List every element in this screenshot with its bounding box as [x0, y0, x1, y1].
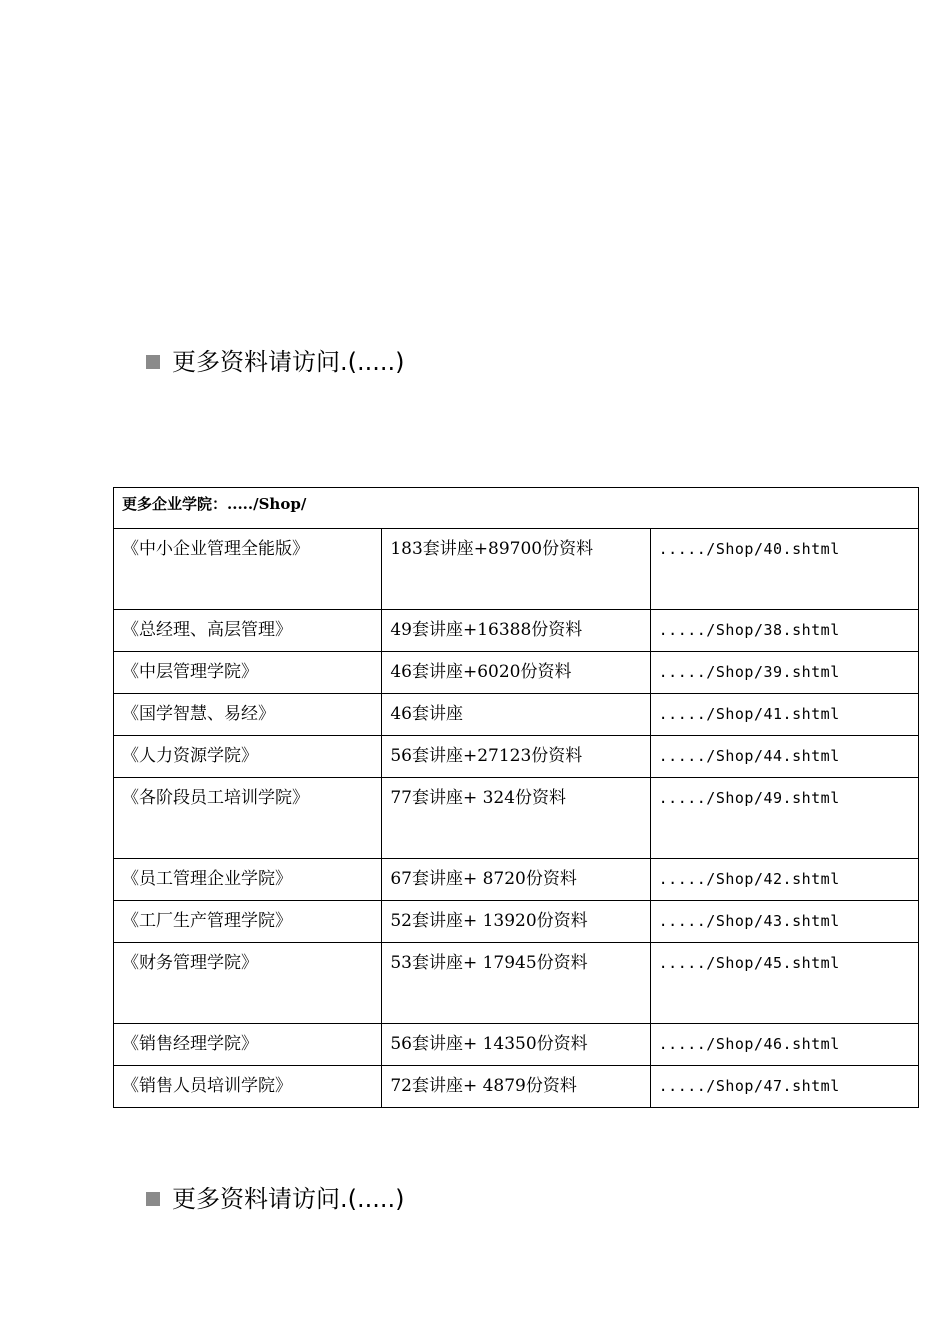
course-url: ...../Shop/43.shtml [650, 901, 918, 943]
course-content: 49套讲座+16388份资料 [382, 610, 650, 652]
visit-notice-top [146, 347, 405, 377]
course-name: 《销售人员培训学院》 [114, 1066, 382, 1108]
table-row [114, 778, 919, 859]
course-name: 《中小企业管理全能版》 [114, 529, 382, 610]
table-row [114, 1024, 919, 1066]
visit-notice-text: 更多资料请访问.(.....) [172, 1185, 405, 1213]
visit-notice-bottom [146, 1184, 405, 1214]
course-content: 53套讲座+ 17945份资料 [382, 943, 650, 1024]
square-bullet-icon [146, 355, 160, 369]
course-name: 《销售经理学院》 [114, 1024, 382, 1066]
course-url: ...../Shop/40.shtml [650, 529, 918, 610]
course-name: 《总经理、高层管理》 [114, 610, 382, 652]
course-url: ...../Shop/45.shtml [650, 943, 918, 1024]
table-row [114, 652, 919, 694]
table-row [114, 529, 919, 610]
course-content: 67套讲座+ 8720份资料 [382, 859, 650, 901]
course-content: 52套讲座+ 13920份资料 [382, 901, 650, 943]
visit-notice-text: 更多资料请访问.(.....) [172, 348, 405, 376]
course-url: ...../Shop/46.shtml [650, 1024, 918, 1066]
table-header-row [114, 488, 919, 529]
square-bullet-icon [146, 1192, 160, 1206]
course-content: 72套讲座+ 4879份资料 [382, 1066, 650, 1108]
course-name: 《人力资源学院》 [114, 736, 382, 778]
course-content: 183套讲座+89700份资料 [382, 529, 650, 610]
course-content: 46套讲座 [382, 694, 650, 736]
course-name: 《中层管理学院》 [114, 652, 382, 694]
course-url: ...../Shop/41.shtml [650, 694, 918, 736]
resource-table [113, 487, 919, 1108]
course-content: 56套讲座+ 14350份资料 [382, 1024, 650, 1066]
course-name: 《各阶段员工培训学院》 [114, 778, 382, 859]
course-name: 《工厂生产管理学院》 [114, 901, 382, 943]
table-row [114, 694, 919, 736]
table-header: 更多企业学院：...../Shop/ [114, 488, 919, 529]
table-row [114, 736, 919, 778]
course-content: 56套讲座+27123份资料 [382, 736, 650, 778]
course-name: 《国学智慧、易经》 [114, 694, 382, 736]
course-url: ...../Shop/49.shtml [650, 778, 918, 859]
course-url: ...../Shop/42.shtml [650, 859, 918, 901]
course-url: ...../Shop/39.shtml [650, 652, 918, 694]
course-name: 《财务管理学院》 [114, 943, 382, 1024]
table-row [114, 859, 919, 901]
table-row [114, 901, 919, 943]
course-url: ...../Shop/47.shtml [650, 1066, 918, 1108]
course-content: 46套讲座+6020份资料 [382, 652, 650, 694]
course-name: 《员工管理企业学院》 [114, 859, 382, 901]
course-url: ...../Shop/44.shtml [650, 736, 918, 778]
course-content: 77套讲座+ 324份资料 [382, 778, 650, 859]
table-row [114, 610, 919, 652]
table-row [114, 1066, 919, 1108]
table-row [114, 943, 919, 1024]
course-url: ...../Shop/38.shtml [650, 610, 918, 652]
